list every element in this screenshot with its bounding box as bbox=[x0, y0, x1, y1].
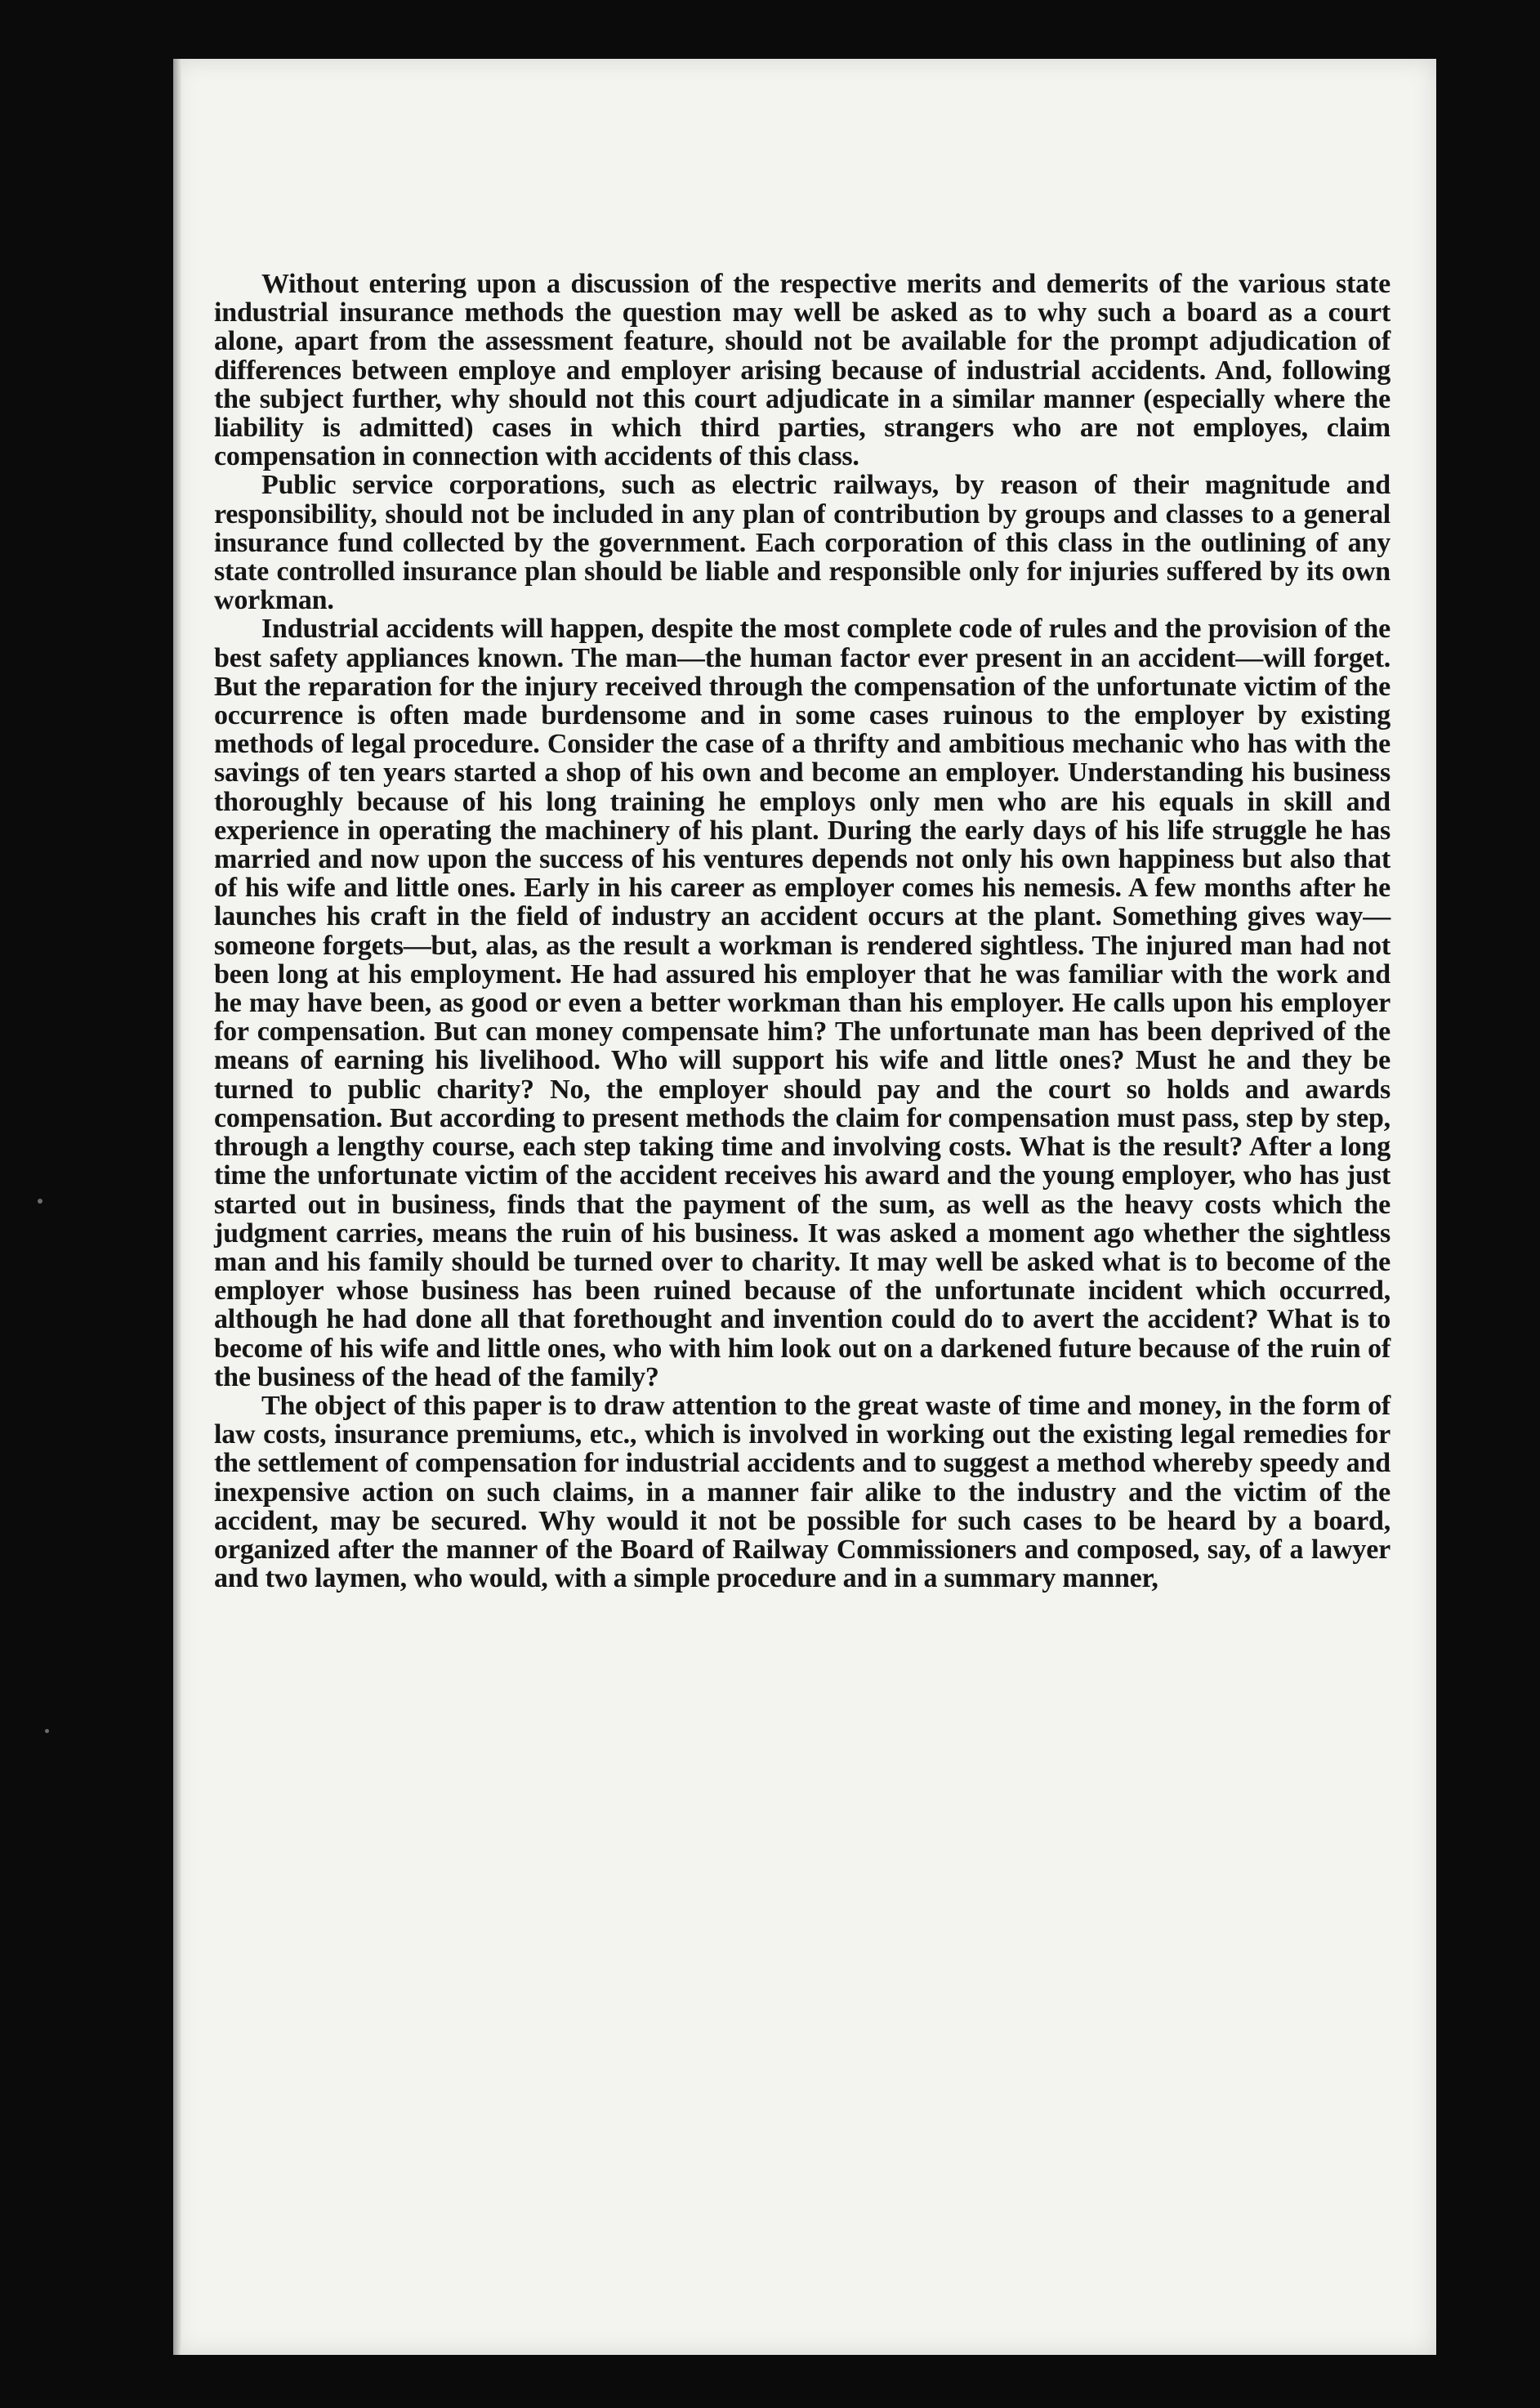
body-text bbox=[214, 270, 1390, 1593]
paragraph: Industrial accidents will happen, despite the most complete code of rules and the provision of the best safety appliances known. The man—the human factor ever present in an accident—will forget. But the reparation for the injury received through the compensation of the unfortunate victim of the occurrence is often made burdensome and in some cases ruinous to the employer by existing methods of legal procedure. Consider the case of a thrifty and ambitious mechanic who has with the savings of ten years started a shop of his own and become an employer. Understanding his business thoroughly because of his long training he employs only men who are his equals in skill and experience in operating the machinery of his plant. During the early days of his life struggle he has married and now upon the success of his ventures depends not only his own happiness but also that of his wife and little ones. Early in his career as employer comes his nemesis. A few months after he launches his craft in the field of industry an accident occurs at the plant. Something gives way—someone forgets—but, alas, as the result a workman is rendered sightless. The injured man had not been long at his employment. He had assured his employer that he was familiar with the work and he may have been, as good or even a better workman than his employer. He calls upon his employer for compensation. But can money compensate him? The unfortunate man has been deprived of the means of earning his livelihood. Who will support his wife and little ones? Must he and they be turned to public charity? No, the employer should pay and the court so holds and awards compensation. But according to present methods the claim for compensation must pass, step by step, through a lengthy course, each step taking time and involving costs. What is the result? After a long time the unfortunate victim of the accident receives his award and the young employer, who has just started out in business, finds that the payment of the sum, as well as the heavy costs which the judgment carries, means the ruin of his business. It was asked a moment ago whether the sightless man and his family should be turned over to charity. It may well be asked what is to become of the employer whose business has been ruined because of the unfortunate incident which occurred, although he had done all that forethought and invention could do to avert the accident? What is to become of his wife and little ones, who with him look out on a darkened future because of the ruin of the business of the head of the family? bbox=[214, 614, 1390, 1392]
paragraph: Without entering upon a discussion of the respective merits and demerits of the various state industrial insurance methods the question may well be asked as to why such a board as a court alone, apart from the assessment feature, should not be available for the prompt adjudication of differences between employe and employer arising because of industrial accidents. And, following the subject further, why should not this court adjudicate in a similar manner (especially where the liability is admitted) cases in which third parties, strangers who are not employes, claim compensation in connection with accidents of this class. bbox=[214, 269, 1390, 472]
paragraph: Public service corporations, such as electric railways, by reason of their magnitude and responsibility, should not be included in any plan of contribution by groups and classes to a general insurance fund collected by the government. Each corporation of this class in the outlining of any state controlled insurance plan should be liable and responsible only for injuries suffered by its own workman. bbox=[214, 470, 1390, 616]
paragraph: The object of this paper is to draw attention to the great waste of time and money, in the form of law costs, insurance premiums, etc., which is involved in working out the existing legal remedies for the settlement of compensation for industrial accidents and to suggest a method whereby speedy and inexpensive action on such claims, in a manner fair alike to the industry and the victim of the accident, may be secured. Why would it not be possible for such cases to be heard by a board, organized after the manner of the Board of Railway Commissioners and composed, say, of a lawyer and two laymen, who would, with a simple procedure and in a summary manner, bbox=[214, 1390, 1390, 1594]
dust-speck bbox=[38, 1199, 42, 1204]
page-edge-shadow bbox=[173, 59, 181, 2355]
dust-speck bbox=[45, 1729, 49, 1733]
